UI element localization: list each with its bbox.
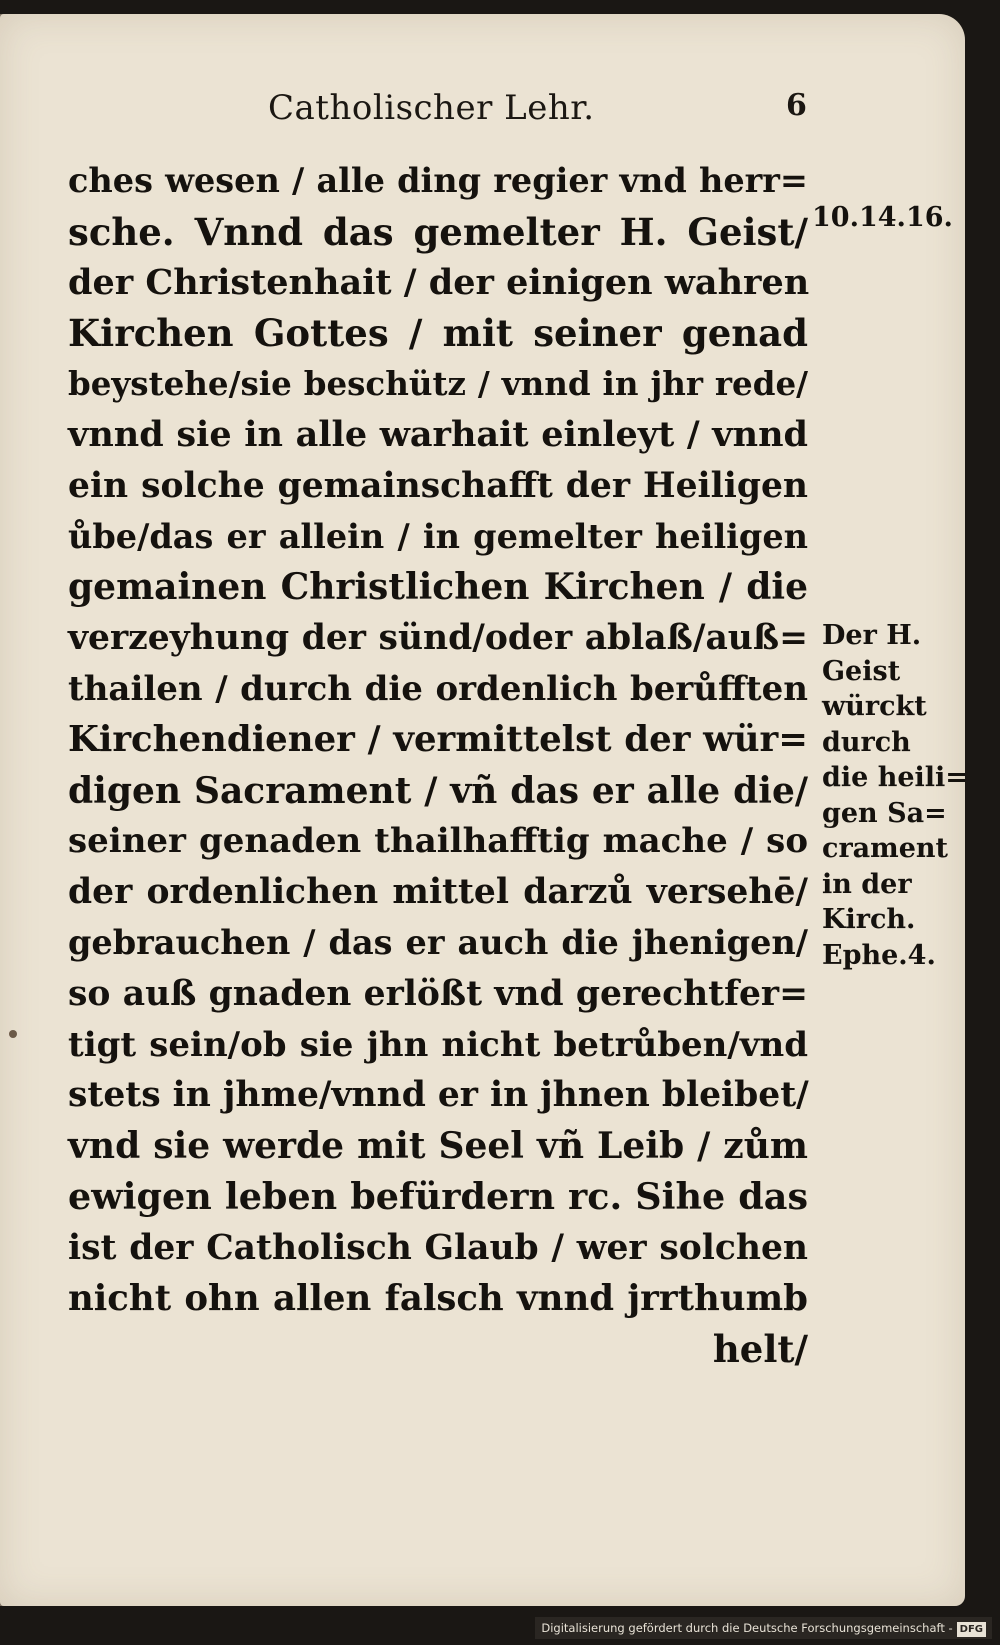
text-line: ist der Catholisch Glaub / wer solchen [68, 1227, 808, 1268]
text-line: der Christenhait / der einigen wahren [68, 261, 810, 303]
text-line: thailen / durch die ordenlich berůfften [68, 668, 808, 709]
marginal-note-line: würckt [822, 691, 927, 722]
marginal-note-line: Der H. [822, 620, 922, 651]
text-line: seiner genaden thailhafftig mache / so [68, 821, 808, 862]
text-line: sche. Vnnd das gemelter H. Geist/ [68, 209, 808, 254]
catchword: helt/ [712, 1327, 808, 1372]
dfg-logo: DFG [957, 1622, 986, 1637]
marginal-note-line: crament [822, 833, 949, 864]
text-line: Kirchendiener / vermittelst der wür= [68, 718, 808, 760]
text-line: vnd sie werde mit Seel vñ Leib / zům [68, 1125, 808, 1168]
running-title: Catholischer Lehr. [268, 88, 595, 128]
marginal-note-line: Kirch. [822, 904, 916, 935]
main-text-block [68, 156, 808, 1375]
text-line: stets in jhme/vnnd er in jhnen bleibet/ [68, 1075, 809, 1116]
marginal-note-line: die heili= [822, 762, 968, 793]
digitization-credit [535, 1617, 992, 1639]
text-line: ůbe/das er allein / in gemelter heiligen [68, 516, 808, 556]
text-line: vnnd sie in alle warhait einleyt / vnnd [68, 413, 808, 455]
marginal-reference-top: 10.14.16. [812, 202, 953, 233]
folio-number: 6 [786, 88, 807, 123]
text-line: ches wesen / alle ding regier vnd herr= [68, 161, 808, 200]
ink-smudge [9, 1030, 17, 1038]
marginal-note-line: gen Sa= [822, 797, 947, 829]
text-line: Kirchen Gottes / mit seiner genad [68, 311, 808, 356]
text-line: gebrauchen / das er auch die jhenigen/ [68, 922, 808, 962]
text-line: beystehe/sie beschütz / vnnd in jhr rede/ [68, 364, 808, 404]
text-line: tigt sein/ob sie jhn nicht betrůben/vnd [68, 1024, 808, 1065]
marginal-note-line: in der [822, 868, 912, 900]
text-line: nicht ohn allen falsch vnnd jrrthumb [68, 1277, 808, 1319]
marginal-note-line: durch [822, 726, 911, 758]
text-line: der ordenlichen mittel darzů versehē/ [68, 872, 808, 913]
text-line: gemainen Christlichen Kirchen / die [68, 566, 808, 609]
text-line: verzeyhung der sünd/oder ablaß/auß= [68, 618, 808, 659]
text-line: ein solche gemainschafft der Heiligen [68, 465, 808, 506]
text-line: so auß gnaden erlößt vnd gerechtfer= [68, 973, 808, 1014]
credit-text: Digitalisierung gefördert durch die Deutsche Forschungsgemeinschaft - [541, 1621, 953, 1635]
marginal-note [822, 618, 968, 973]
marginal-note-line: Ephe.4. [822, 939, 936, 971]
marginal-note-line: Geist [822, 655, 901, 687]
text-line: digen Sacrament / vñ das er alle die/ [68, 769, 808, 812]
text-line: ewigen leben befürdern rc. Sihe das [68, 1174, 808, 1218]
